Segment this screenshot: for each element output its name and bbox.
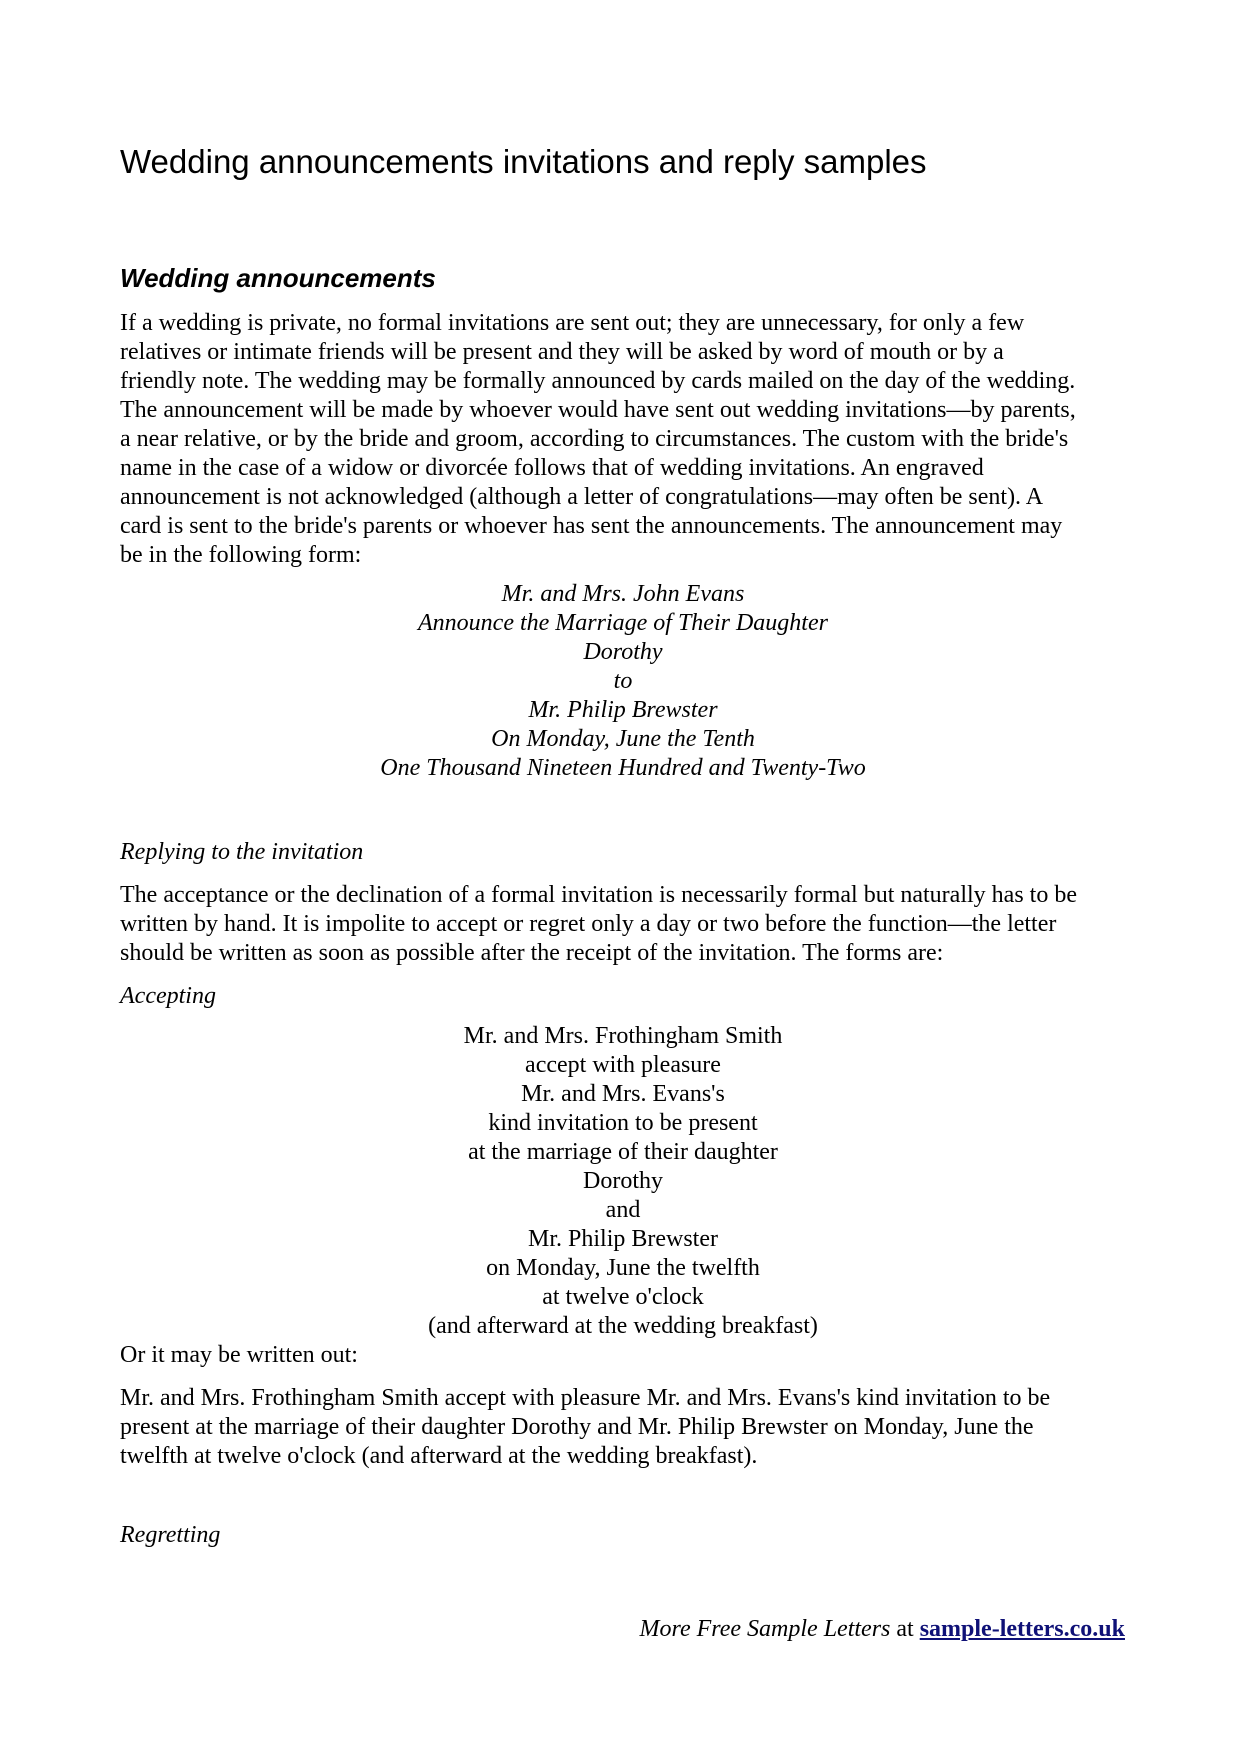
paragraph-line: twelfth at twelve o'clock (and afterward at the wedding breakfast). xyxy=(120,1443,758,1469)
written-out-paragraph xyxy=(120,1384,1130,1471)
form-line: Mr. Philip Brewster xyxy=(528,697,718,723)
paragraph-line: written by hand. It is impolite to accept or regret only a day or two before the function—the letter xyxy=(120,911,1057,937)
form-line: On Monday, June the Tenth xyxy=(491,726,755,752)
paragraph-line: a near relative, or by the bride and groom, according to circumstances. The custom with the bride's xyxy=(120,426,1069,452)
announcement-form xyxy=(120,580,1126,783)
paragraph-line: relatives or intimate friends will be present and they will be asked by word of mouth or by a xyxy=(120,339,1004,365)
footer-connector: at xyxy=(890,1616,920,1642)
form-line: Dorothy xyxy=(583,1168,663,1194)
paragraph-line: Mr. and Mrs. Frothingham Smith accept with pleasure Mr. and Mrs. Evans's kind invitation to be xyxy=(120,1385,1051,1411)
paragraph-line: The announcement will be made by whoever would have sent out wedding invitations—by parents, xyxy=(120,397,1076,423)
form-line: and xyxy=(605,1197,641,1223)
form-line: Mr. and Mrs. John Evans xyxy=(501,581,745,607)
paragraph-line: should be written as soon as possible after the receipt of the invitation. The forms are: xyxy=(120,940,944,966)
form-line: to xyxy=(613,668,633,694)
intro-paragraph xyxy=(120,309,1130,570)
form-line: kind invitation to be present xyxy=(488,1110,758,1136)
form-line: accept with pleasure xyxy=(525,1052,721,1078)
document-title: Wedding announcements invitations and reply samples xyxy=(120,143,927,180)
form-line: Mr. Philip Brewster xyxy=(528,1226,718,1252)
section-heading: Wedding announcements xyxy=(120,263,436,293)
paragraph-line: card is sent to the bride's parents or whoever has sent the announcements. The announcement may xyxy=(120,513,1063,539)
paragraph-line: present at the marriage of their daughter Dorothy and Mr. Philip Brewster on Monday, June the xyxy=(120,1414,1034,1440)
written-out-label: Or it may be written out: xyxy=(120,1342,358,1368)
form-line: Mr. and Mrs. Frothingham Smith xyxy=(463,1023,783,1049)
paragraph-line: name in the case of a widow or divorcée follows that of wedding invitations. An engraved xyxy=(120,455,984,481)
footer xyxy=(640,1615,1125,1644)
regretting-label: Regretting xyxy=(120,1522,221,1548)
paragraph-line: The acceptance or the declination of a formal invitation is necessarily formal but naturally has to be xyxy=(120,882,1077,908)
paragraph-line: friendly note. The wedding may be formally announced by cards mailed on the day of the wedding. xyxy=(120,368,1076,394)
form-line: Announce the Marriage of Their Daughter xyxy=(418,610,828,636)
form-line: at twelve o'clock xyxy=(542,1284,704,1310)
paragraph-line: announcement is not acknowledged (although a letter of congratulations—may often be sent). A xyxy=(120,484,1044,510)
accepting-label: Accepting xyxy=(120,983,216,1009)
replying-paragraph xyxy=(120,881,1130,968)
form-line: Mr. and Mrs. Evans's xyxy=(521,1081,725,1107)
sample-letters-link[interactable]: sample-letters.co.uk xyxy=(919,1616,1125,1642)
form-line: at the marriage of their daughter xyxy=(468,1139,778,1165)
form-line: (and afterward at the wedding breakfast) xyxy=(428,1313,818,1339)
form-line: on Monday, June the twelfth xyxy=(486,1255,760,1281)
accepting-form xyxy=(120,1022,1126,1341)
form-line: One Thousand Nineteen Hundred and Twenty-Two xyxy=(380,755,866,781)
paragraph-line: If a wedding is private, no formal invitations are sent out; they are unnecessary, for only a few xyxy=(120,310,1025,336)
paragraph-line: be in the following form: xyxy=(120,542,362,568)
form-line: Dorothy xyxy=(583,639,663,665)
replying-label: Replying to the invitation xyxy=(120,839,364,865)
footer-promo-text: More Free Sample Letters xyxy=(639,1616,891,1642)
